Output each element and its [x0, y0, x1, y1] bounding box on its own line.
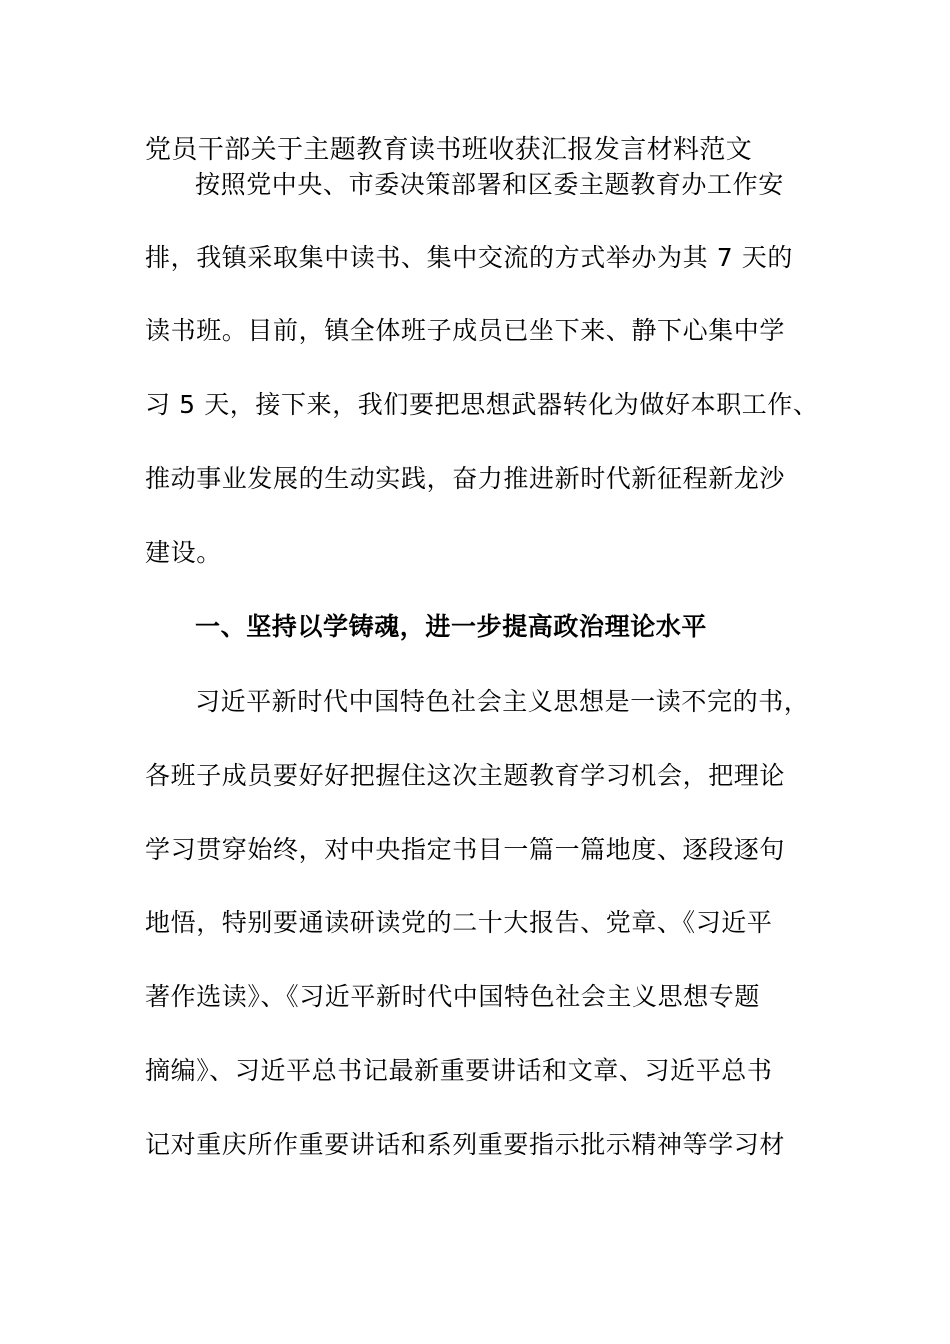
paragraph-2-line-7: 记对重庆所作重要讲话和系列重要指示批示精神等学习材: [145, 1130, 786, 1159]
paragraph-2-line-2: 各班子成员要好好把握住这次主题教育学习机会，把理论: [145, 761, 786, 790]
document-title: 党员干部关于主题教育读书班收获汇报发言材料范文: [145, 135, 753, 165]
section-1-heading: 一、坚持以学铸魂，进一步提高政治理论水平: [195, 612, 708, 641]
paragraph-2-line-1: 习近平新时代中国特色社会主义思想是一读不完的书，: [195, 687, 810, 716]
paragraph-1-line-2: 排，我镇采取集中读书、集中交流的方式举办为其 7 天的: [145, 243, 794, 272]
paragraph-1-line-1: 按照党中央、市委决策部署和区委主题教育办工作安: [195, 170, 784, 199]
paragraph-1-line-3: 读书班。目前，镇全体班子成员已坐下来、静下心集中学: [145, 316, 786, 345]
paragraph-2-line-3: 学习贯穿始终，对中央指定书目一篇一篇地度、逐段逐句: [145, 835, 786, 864]
paragraph-2-line-4: 地悟，特别要通读研读党的二十大报告、党章、《习近平: [145, 908, 773, 937]
paragraph-1-line-4: 习 5 天，接下来，我们要把思想武器转化为做好本职工作、: [145, 390, 819, 419]
paragraph-1-line-5: 推动事业发展的生动实践，奋力推进新时代新征程新龙沙: [145, 464, 786, 493]
paragraph-2-line-6: 摘编》、习近平总书记最新重要讲话和文章、习近平总书: [145, 1056, 773, 1085]
paragraph-1-line-6: 建设。: [145, 538, 222, 567]
paragraph-2-line-5: 著作选读》、《习近平新时代中国特色社会主义思想专题: [145, 982, 761, 1011]
